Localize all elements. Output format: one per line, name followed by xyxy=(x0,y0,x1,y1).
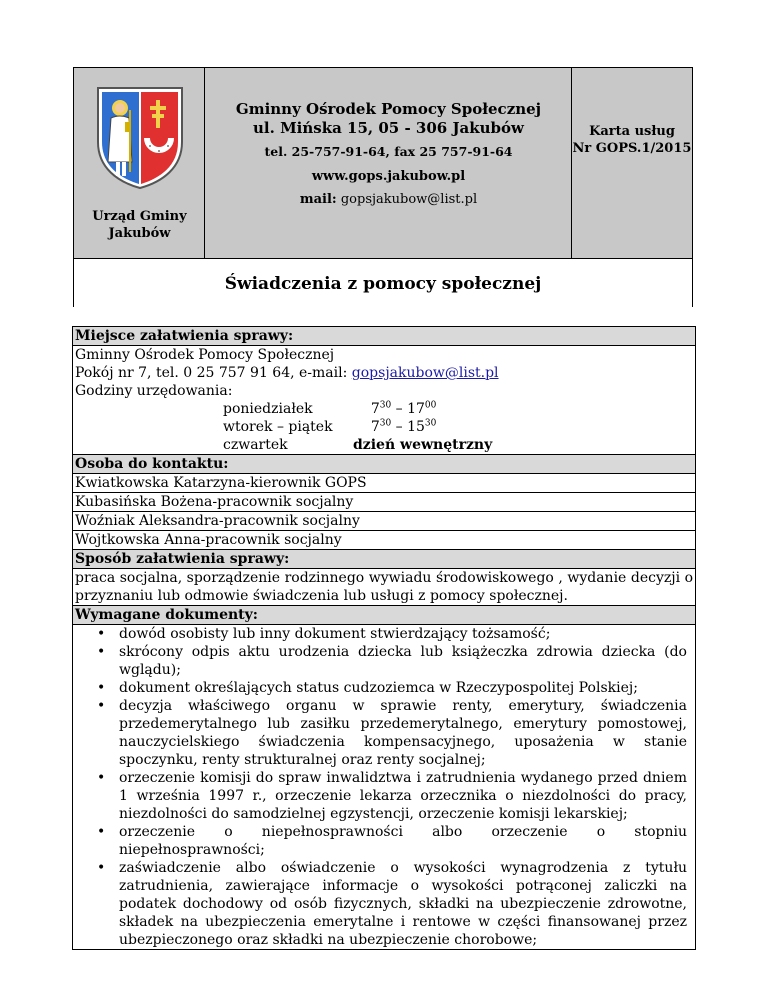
info-table xyxy=(72,326,696,950)
organization-cell xyxy=(205,68,572,258)
hours-row: wtorek – piątek $7^{30} - 15^{30}$ xyxy=(223,418,437,435)
title-row xyxy=(74,258,692,307)
contact-person: Kubasińska Bożena-pracownik socjalny xyxy=(73,493,695,512)
contact-heading: Osoba do kontaktu: xyxy=(73,455,695,474)
organization-address: ul. Mińska 15, 05 - 306 Jakubów xyxy=(253,119,524,137)
organization-mail: mail: gopsjakubow@list.pl xyxy=(299,192,478,207)
method-heading: Sposób załatwienia sprawy: xyxy=(73,550,695,569)
list-item: • dokument określających status cudzoziemca w Rzeczypospolitej Polskiej; xyxy=(119,679,687,697)
contact-person: Woźniak Aleksandra-pracownik socjalny xyxy=(73,512,695,531)
place-heading: Miejsce załatwienia sprawy: xyxy=(73,327,695,346)
header-table xyxy=(73,67,693,307)
card-number: Karta usług Nr GOPS.1/2015 xyxy=(572,124,692,156)
hours-row: czwartek dzień wewnętrzny xyxy=(223,437,493,453)
coat-of-arms-icon xyxy=(92,80,188,190)
docs-list xyxy=(75,625,693,949)
docs-heading: Wymagane dokumenty: xyxy=(73,606,695,625)
place-content: Gminny Ośrodek Pomocy Społecznej Pokój nr 7, tel. 0 25 757 91 64, e-mail: gopsjakubow@list.pl Godziny urzędowania: poniedziałek $7^{30} - 17^{00}$ wtorek – piątek $7^{30} - 15^{30}$ czwartek dzień wewnętrzny xyxy=(73,346,695,455)
organization-name: Gminny Ośrodek Pomocy Społecznej ul. Mińska 15, 05 - 306 Jakubów xyxy=(205,100,572,138)
office-hours xyxy=(75,400,693,454)
list-item: • orzeczenie o niepełnosprawności albo orzeczenie o stopniu niepełnosprawności; xyxy=(119,823,687,859)
document-title: Świadczenia z pomocy społecznej xyxy=(224,274,542,294)
list-item: • decyzja właściwego organu w sprawie renty, emerytury, świadczenia przedemerytalnego lub zasiłku przedemerytalnego, emerytury pomostowej, nauczycielskiego świadczenia kompensacyjnego, uposażenia w stanie spoczynku, renty strukturalnej oraz renty socjalnej; xyxy=(119,697,687,769)
list-item: • skrócony odpis aktu urodzenia dziecka lub książeczka zdrowia dziecka (do wglądu); xyxy=(119,643,687,679)
contact-person: Wojtkowska Anna-pracownik socjalny xyxy=(73,531,695,550)
organization-phone: tel. 25-757-91-64, fax 25 757-91-64 xyxy=(264,144,513,159)
method-text: praca socjalna, sporządzenie rodzinnego wywiadu środowiskowego , wydanie decyzji o przyznaniu lub odmowie świadczenia lub usługi z pomocy społecznej. xyxy=(75,570,693,604)
docs-list-wrapper xyxy=(73,625,695,949)
municipality-name: Urząd Gminy Jakubów xyxy=(92,209,187,241)
municipality-cell xyxy=(74,68,205,258)
hours-row: poniedziałek $7^{30} - 17^{00}$ xyxy=(223,400,437,417)
hours-label: Godziny urzędowania: xyxy=(75,383,233,399)
contact-person: Kwiatkowska Katarzyna-kierownik GOPS xyxy=(73,474,695,493)
email-link[interactable]: gopsjakubow@list.pl xyxy=(351,365,499,381)
list-item: • dowód osobisty lub inny dokument stwierdzający tożsamość; xyxy=(119,625,687,643)
card-cell xyxy=(572,68,692,258)
organization-website: www.gops.jakubow.pl xyxy=(311,169,466,184)
list-item: • zaświadczenie albo oświadczenie o wysokości wynagrodzenia z tytułu zatrudnienia, zawierające informacje o wysokości potrąconej zaliczki na podatek dochodowy od osób fizycznych, składki na ubezpieczenie zdrowotne, składek na ubezpieczenia emerytalne i rentowe w części finansowanej przez ubezpieczonego oraz składki na ubezpieczenie chorobowe; xyxy=(119,859,687,949)
list-item: • orzeczenie komisji do spraw inwalidztwa i zatrudnienia wydanego przed dniem 1 września 1997 r., orzeczenie lekarza orzecznika o niezdolności do pracy, niezdolności do samodzielnej egzystencji, orzeczenie komisji lekarskiej; xyxy=(119,769,687,823)
